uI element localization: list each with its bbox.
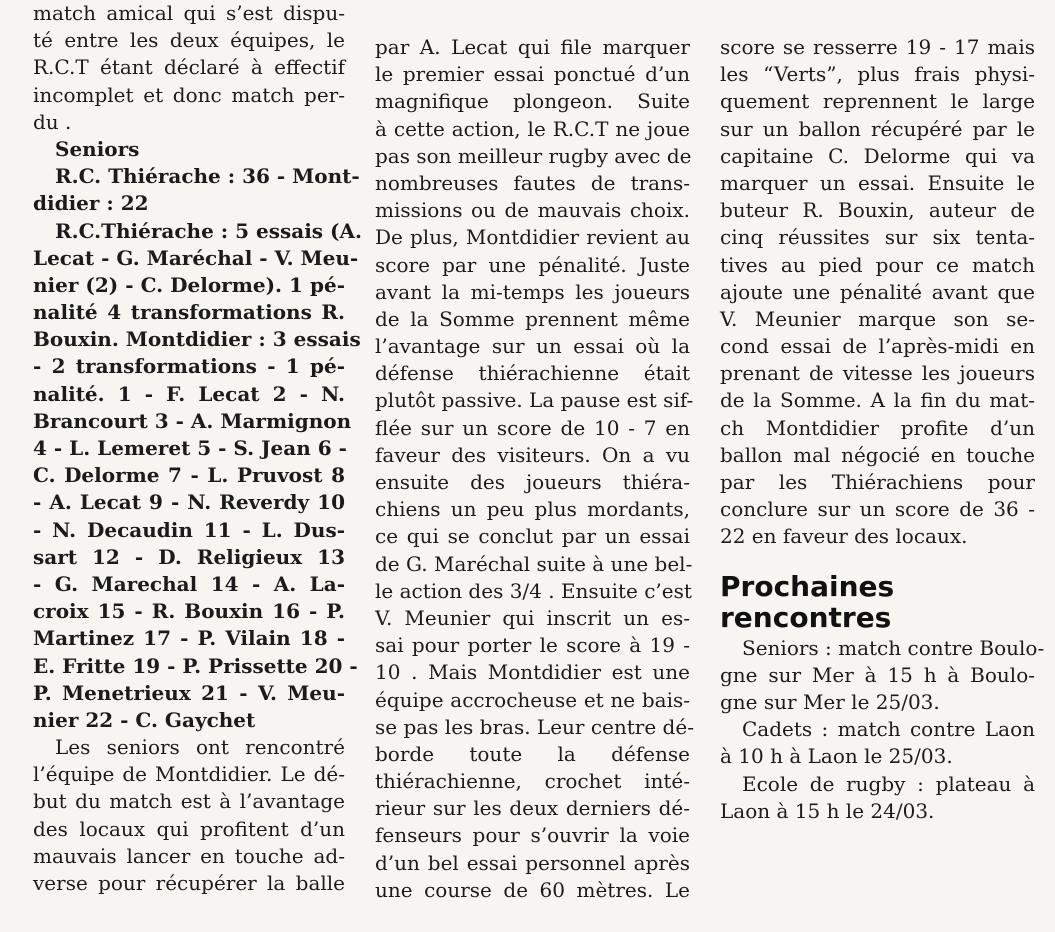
text-line: V. Meunier qui inscrit un es- <box>375 605 690 630</box>
text-line: de la Somme. A la fin du mat- <box>720 388 1035 413</box>
text-line: 4 - L. Lemeret 5 - S. Jean 6 - <box>33 436 347 460</box>
text-line: le premier essai ponctué d’un <box>375 62 690 87</box>
text-line: P. Menetrieux 21 - V. Meu- <box>33 680 345 705</box>
text-line: de la Somme prennent même <box>375 306 690 331</box>
article-column-3 <box>720 34 1045 825</box>
text-line: Seniors <box>55 136 140 161</box>
text-line: croix 15 - R. Bouxin 16 - P. <box>33 599 345 624</box>
text-line: magnifique plongeon. Suite <box>375 89 690 114</box>
text-line: ensuite des joueurs thiéra- <box>375 470 690 494</box>
text-line: - N. Decaudin 11 - L. Dus- <box>33 517 345 542</box>
text-line: prenant de vitesse les joueurs <box>720 361 1035 386</box>
text-line: les “Verts”, plus frais physi- <box>720 62 1035 87</box>
text-line: défense thiérachienne était <box>375 361 690 386</box>
text-line: Seniors : match contre Boulo- <box>742 635 1045 660</box>
text-line: but du match est à l’avantage <box>33 789 345 814</box>
text-line: Bouxin. Montdidier : 3 essais <box>33 327 361 352</box>
text-line: Martinez 17 - P. Vilain 18 - <box>33 626 345 651</box>
text-line: ch Montdidier profite d’un <box>720 415 1035 440</box>
text-line: score par une pénalité. Juste <box>375 252 690 277</box>
text-line: fenseurs pour s’ouvrir la voie <box>375 823 690 848</box>
text-line: - A. Lecat 9 - N. Reverdy 10 <box>33 490 345 515</box>
text-line: l’avantage sur un essai où la <box>375 334 690 359</box>
text-line: - G. Marechal 14 - A. La- <box>33 571 345 596</box>
text-line: 10 . Mais Montdidier est une <box>375 660 690 685</box>
text-line: verse pour récupérer la balle <box>33 871 345 895</box>
text-line: capitaine C. Delorme qui va <box>720 143 1035 168</box>
text-line: didier : 22 <box>33 191 149 216</box>
text-line: par A. Lecat qui file marquer <box>375 35 690 59</box>
text-line: tives au pied pour ce match <box>720 252 1035 277</box>
text-line: R.C.T étant déclaré à effectif <box>33 55 345 80</box>
text-line: avant la mi-temps les joueurs <box>375 279 690 304</box>
section-heading-line: Prochaines <box>720 569 895 603</box>
text-line: flée sur un score de 10 - 7 en <box>375 415 690 440</box>
text-line: cond essai de l’après-midi en <box>720 334 1035 359</box>
text-line: rieur sur les deux derniers dé- <box>375 796 690 821</box>
section-heading-line: rencontres <box>720 600 892 634</box>
text-line: équipe accrocheuse et ne bais- <box>375 687 690 712</box>
text-line: à 10 h à Laon le 25/03. <box>720 744 953 769</box>
text-line: mauvais lancer en touche ad- <box>33 843 345 868</box>
text-line: Cadets : match contre Laon <box>742 717 1035 742</box>
text-line: C. Delorme 7 - L. Pruvost 8 <box>33 463 345 488</box>
text-line: sai pour porter le score à 19 - <box>375 633 690 658</box>
text-line: le action des 3/4 . Ensuite c’est <box>375 578 692 603</box>
text-line: 22 en faveur des locaux. <box>720 524 968 549</box>
section-heading-prochaines-rencontres <box>720 571 1035 633</box>
text-line: buteur R. Bouxin, auteur de <box>720 198 1035 223</box>
text-line: Les seniors ont rencontré <box>55 735 345 760</box>
article-column-2 <box>375 34 694 904</box>
text-line: de G. Maréchal suite à une bel- <box>375 551 693 576</box>
text-line: par les Thiérachiens pour <box>720 470 1035 494</box>
text-line: du . <box>33 109 72 134</box>
text-line: ce qui se conclut par un essai <box>375 524 690 549</box>
text-line: Lecat - G. Maréchal - V. Meu- <box>33 245 359 270</box>
text-line: sart 12 - D. Religieux 13 <box>33 544 345 569</box>
text-line: borde toute la défense <box>375 741 690 766</box>
article-column-1 <box>33 0 362 897</box>
text-line: score se resserre 19 - 17 mais <box>720 35 1035 59</box>
article-column-3-text <box>720 34 1035 551</box>
text-line: des locaux qui profitent d’un <box>33 816 345 841</box>
text-line: l’équipe de Montdidier. Le dé- <box>33 762 345 787</box>
text-line: gne sur Mer le 25/03. <box>720 689 940 714</box>
text-line: nombreuses fautes de trans- <box>375 170 690 195</box>
text-line: E. Fritte 19 - P. Prissette 20 - <box>33 653 358 678</box>
text-line: R.C. Thiérache : 36 - Mont- <box>55 164 360 189</box>
text-line: sur un ballon récupéré par le <box>720 116 1035 141</box>
text-line: faveur des visiteurs. On a vu <box>375 442 690 467</box>
text-line: match amical qui s’est dispu- <box>33 1 345 25</box>
text-line: une course de 60 mètres. Le <box>375 877 690 902</box>
text-line: - 2 transformations - 1 pé- <box>33 354 345 379</box>
text-line: cinq réussites sur six tenta- <box>720 225 1035 250</box>
text-line: R.C.Thiérache : 5 essais (A. <box>55 218 362 243</box>
upcoming-matches-list <box>720 635 1045 825</box>
text-line: incomplet et donc match per- <box>33 82 345 107</box>
text-line: pas son meilleur rugby avec de <box>375 143 692 168</box>
text-line: plutôt passive. La pause est sif- <box>375 388 694 413</box>
text-line: V. Meunier marque son se- <box>720 306 1035 331</box>
text-line: nier (2) - C. Delorme). 1 pé- <box>33 272 345 297</box>
text-line: chiens un peu plus mordants, <box>375 497 690 522</box>
text-line: missions ou de mauvais choix. <box>375 198 690 223</box>
text-line: nalité 4 transformations R. <box>33 300 345 325</box>
text-line: se pas les bras. Leur centre dé- <box>375 714 694 739</box>
text-line: ajoute une pénalité avant que <box>720 279 1035 304</box>
text-line: marquer un essai. Ensuite le <box>720 170 1035 195</box>
text-line: Brancourt 3 - A. Marmignon <box>33 408 352 433</box>
text-line: ballon mal négocié en touche <box>720 442 1035 467</box>
text-line: nalité. 1 - F. Lecat 2 - N. <box>33 381 345 406</box>
text-line: De plus, Montdidier revient au <box>375 225 690 250</box>
text-line: Ecole de rugby : plateau à <box>742 771 1035 796</box>
text-line: té entre les deux équipes, le <box>33 28 345 53</box>
text-line: conclure sur un score de 36 - <box>720 497 1035 522</box>
text-line: à cette action, le R.C.T ne joue <box>375 116 690 141</box>
text-line: Laon à 15 h le 24/03. <box>720 798 935 823</box>
text-line: d’un bel essai personnel après <box>375 850 690 875</box>
text-line: nier 22 - C. Gaychet <box>33 707 256 732</box>
text-line: thiérachienne, crochet inté- <box>375 769 690 794</box>
text-line: quement reprennent le large <box>720 89 1035 114</box>
text-line: gne sur Mer à 15 h à Boulo- <box>720 662 1035 687</box>
